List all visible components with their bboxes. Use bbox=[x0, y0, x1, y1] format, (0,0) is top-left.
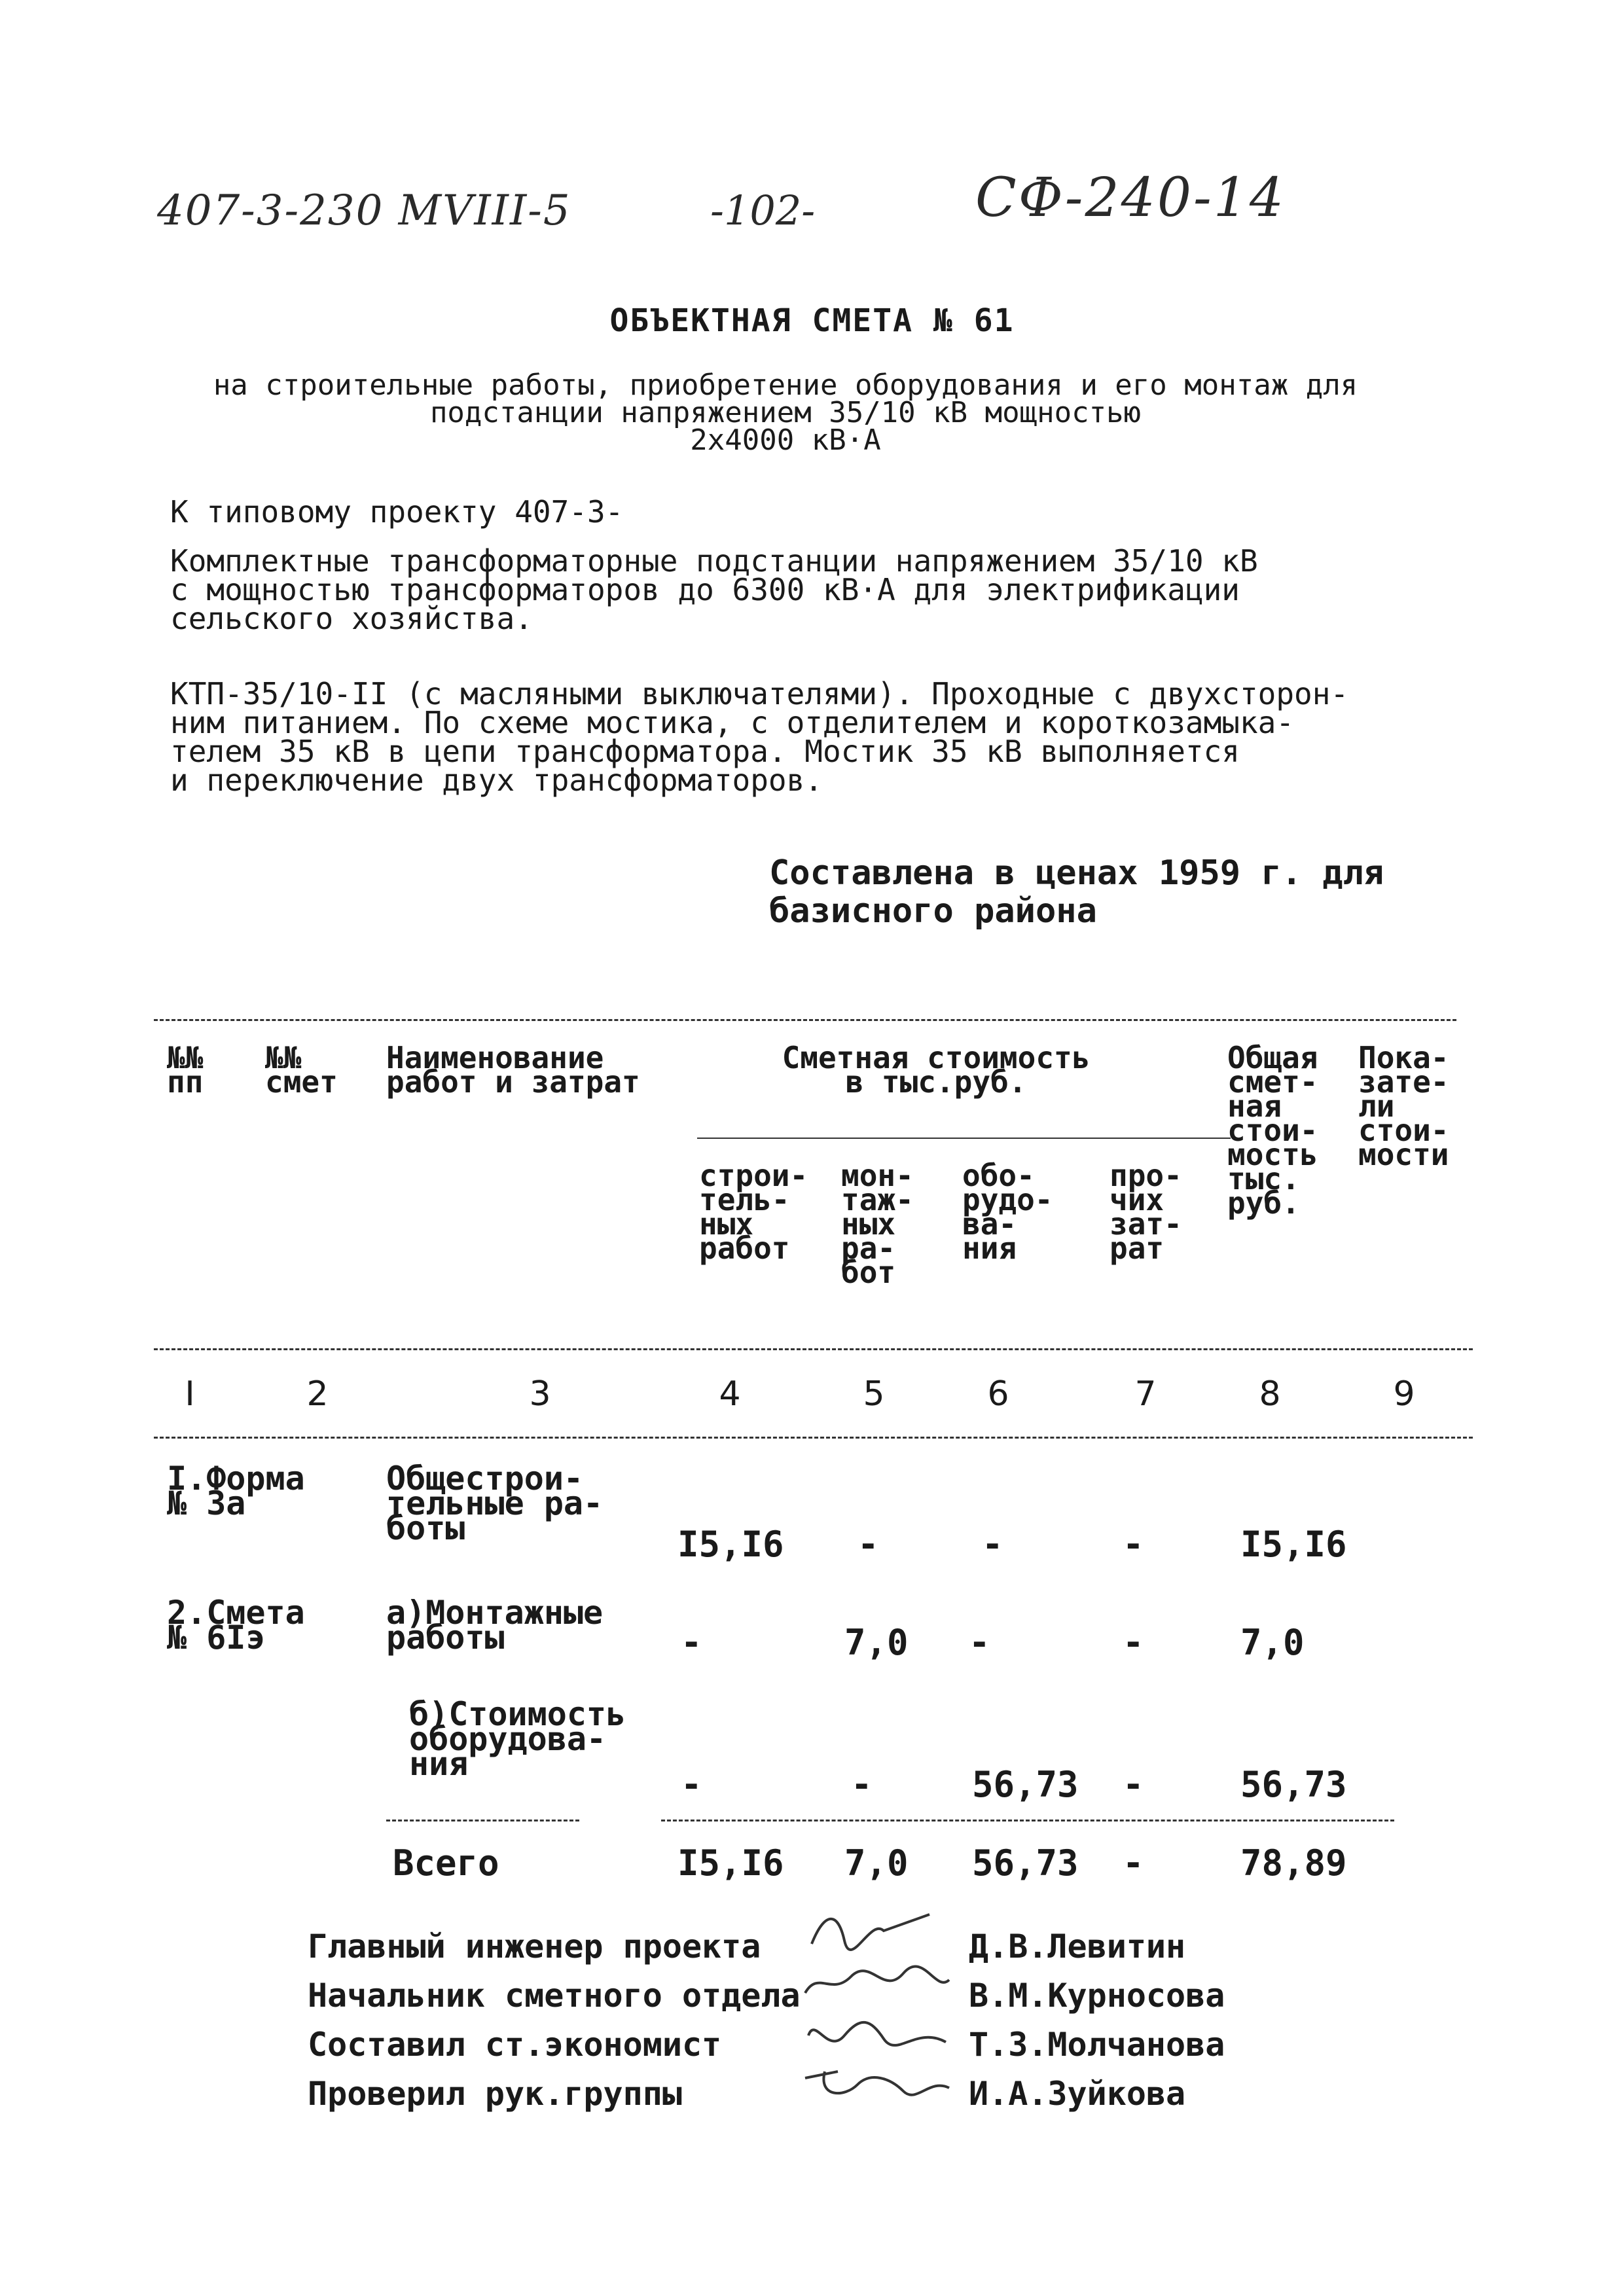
document-subtitle: на строительные работы, приобретение оборудования и его монтаж для подстанции напряжением 35/10 кВ мощностью 2х4000 кВ·А bbox=[213, 368, 1358, 457]
header-estimate-number: №№ смет bbox=[265, 1040, 338, 1100]
header-equipment: обо- рудо- ва- ния bbox=[962, 1158, 1053, 1266]
table-top-rule bbox=[154, 1019, 1456, 1021]
header-indicators: Пока- зате- ли стои- мости bbox=[1358, 1040, 1449, 1172]
cell-construction: - bbox=[681, 1622, 702, 1663]
header-other: про- чих зат- рат bbox=[1110, 1158, 1182, 1266]
handwritten-signature bbox=[799, 2058, 956, 2111]
signature-name: Д.В.Левитин bbox=[969, 1928, 1186, 1965]
row-number: 2.Смета № 6Iэ bbox=[167, 1594, 305, 1657]
typical-project-ref: К типовому проекту 407-3- bbox=[170, 494, 624, 529]
handwritten-signature bbox=[799, 2009, 956, 2062]
row-work-name: а)Монтажные работы bbox=[386, 1594, 604, 1657]
row-work-name: Общестрои- тельные ра- боты bbox=[386, 1460, 604, 1547]
signature-role: Главный инженер проекта bbox=[308, 1928, 761, 1965]
cell-total: 56,73 bbox=[1240, 1764, 1347, 1805]
handwritten-signature bbox=[799, 1905, 956, 1957]
column-number: 5 bbox=[863, 1374, 885, 1414]
total-rule bbox=[661, 1820, 1394, 1821]
signature-role: Начальник сметного отдела bbox=[308, 1977, 801, 2015]
cell-other: - bbox=[1123, 1622, 1144, 1663]
column-number: 9 bbox=[1393, 1374, 1415, 1414]
header-total-cost: Общая смет- ная стои- мость тыс. руб. bbox=[1227, 1040, 1318, 1221]
column-number: 2 bbox=[306, 1374, 329, 1414]
total-other: - bbox=[1123, 1842, 1144, 1884]
total-sum: 78,89 bbox=[1240, 1842, 1347, 1884]
total-equipment: 56,73 bbox=[972, 1842, 1079, 1884]
handwritten-code-right: СФ-240-14 bbox=[975, 167, 1286, 229]
signature-name: И.А.Зуйкова bbox=[969, 2075, 1186, 2113]
header-group-rule bbox=[697, 1138, 1231, 1139]
signature-name: Т.З.Молчанова bbox=[969, 2026, 1225, 2064]
cell-total: 7,0 bbox=[1240, 1622, 1305, 1663]
column-number: 7 bbox=[1134, 1374, 1157, 1414]
total-rule bbox=[386, 1820, 579, 1821]
header-installation: мон- таж- ных ра- бот bbox=[841, 1158, 914, 1290]
handwritten-code-left: 407-3-230 МVIII-5 bbox=[157, 187, 571, 235]
header-cost-group: Сметная стоимость в тыс.руб. bbox=[782, 1040, 1091, 1100]
document-title: ОБЪЕКТНАЯ СМЕТА № 61 bbox=[609, 302, 1015, 339]
cell-construction: - bbox=[681, 1764, 702, 1805]
column-number: 3 bbox=[529, 1374, 551, 1414]
signature-role: Проверил рук.группы bbox=[308, 2075, 682, 2113]
cell-equipment: - bbox=[969, 1622, 990, 1663]
column-number: 4 bbox=[719, 1374, 741, 1414]
project-description: Комплектные трансформаторные подстанции напряжением 35/10 кВ с мощностью трансформаторов до 6300 кВ·А для электрификации сельского хозяйства. bbox=[170, 543, 1258, 636]
signature-name: В.М.Курносова bbox=[969, 1977, 1225, 2015]
cell-other: - bbox=[1123, 1524, 1144, 1565]
cell-equipment: - bbox=[982, 1524, 1003, 1565]
column-number: I bbox=[185, 1374, 195, 1414]
signature-role: Составил ст.экономист bbox=[308, 2026, 722, 2064]
column-number: 6 bbox=[987, 1374, 1009, 1414]
cell-installation: 7,0 bbox=[844, 1622, 909, 1663]
total-construction: I5,I6 bbox=[677, 1842, 784, 1884]
header-construction: строи- тель- ных работ bbox=[699, 1158, 808, 1266]
prices-note: Составлена в ценах 1959 г. для базисного района bbox=[769, 853, 1384, 931]
header-row-number: №№ пп bbox=[167, 1040, 204, 1100]
page-number: -102- bbox=[710, 187, 816, 234]
cell-construction: I5,I6 bbox=[677, 1524, 784, 1565]
cell-total: I5,I6 bbox=[1240, 1524, 1347, 1565]
row-work-name: б)Стоимость оборудова- ния bbox=[409, 1695, 626, 1783]
cell-installation: - bbox=[857, 1524, 879, 1565]
row-number: I.Форма № 3а bbox=[167, 1460, 305, 1522]
cell-installation: - bbox=[851, 1764, 873, 1805]
column-numbers-rule bbox=[154, 1437, 1473, 1439]
handwritten-signature bbox=[799, 1957, 956, 2009]
column-number: 8 bbox=[1259, 1374, 1281, 1414]
header-work-name: Наименование работ и затрат bbox=[386, 1040, 640, 1100]
total-label: Всего bbox=[393, 1842, 499, 1884]
cell-equipment: 56,73 bbox=[972, 1764, 1079, 1805]
header-bottom-rule bbox=[154, 1348, 1473, 1350]
total-installation: 7,0 bbox=[844, 1842, 909, 1884]
ktp-description: КТП-35/10-II (с масляными выключателями). Проходные с двухсторон- ним питанием. По схеме мостика, с отделителем и короткозамыка- телем 35 кВ в цепи трансформатора. Мостик 35 кВ выполняется и переключение двух трансформаторов. bbox=[170, 676, 1349, 798]
cell-other: - bbox=[1123, 1764, 1144, 1805]
